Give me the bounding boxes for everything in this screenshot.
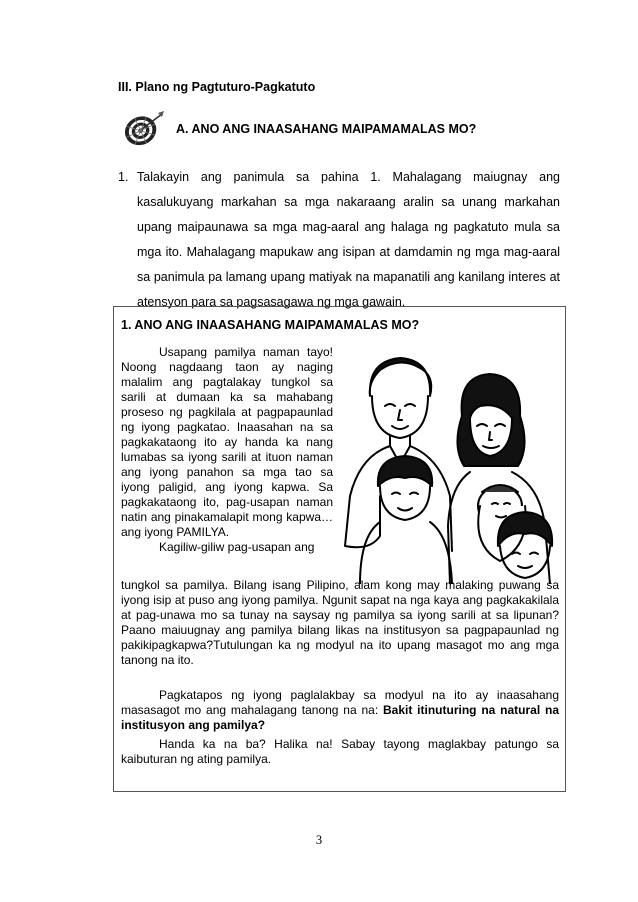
- paragraph-3: Handa ka na ba? Halika na! Sabay tayong maglakbay patungo sa kaibuturan ng ating pamilya.: [121, 737, 559, 766]
- paragraph-start: Kagiliw-giliw pag-usapan ang: [159, 540, 315, 554]
- subsection-title: A. ANO ANG INAASAHANG MAIPAMAMALAS MO?: [176, 122, 477, 136]
- box-title: 1. ANO ANG INAASAHANG MAIPAMAMALAS MO?: [121, 318, 420, 332]
- page-number: 3: [315, 833, 323, 847]
- intro-text: Usapang pamilya naman tayo! Noong nagdaang taon ay naging malalim ang pagtalakay tungkol sa sarili at dumaan ka sa mahabang proseso ng pagkilala at pagpapaunlad ng iyong pagkatao. Inaasahan na sa pagkakataong ito ay handa ka nang lumabas sa iyong sarili at ituon naman ang iyong panahon sa mga tao sa iyong paligid, ang iyong kapwa. Sa pagkakataong ito, pag-usapan naman natin ang pinakamalapit mong kapwa… ang iyong PAMILYA.: [121, 345, 333, 539]
- paragraph-1: tungkol sa pamilya. Bilang isang Pilipino, alam kong may malaking puwang sa iyong isip at puso ang iyong pamilya. Ngunit sapat na nga kaya ang pagkakakilala at pag-unawa mo sa tunay na saysay ng pamilya sa iyong sarili at sa lipunan? Paano maiuugnay ang pamilya bilang likas na institusyon sa pagpapaunlad ng pakikipagkapwa?Tutulungan ka ng modyul na ito upang masagot mo ang mga tanong na ito.: [121, 578, 559, 667]
- list-number: 1.: [118, 170, 129, 184]
- intro-paragraph: [121, 345, 333, 555]
- key-question: Bakit itinuturing na natural na institusyon ang pamilya?: [121, 703, 559, 732]
- list-item-text: Talakayin ang panimula sa pahina 1. Mahalagang maiugnay ang kasalukuyang markahan sa mga nakaraang aralin sa unang markahan upang maipaunawa sa mga mag-aaral ang halaga ng pagkatuto mula sa mga ito. Mahalagang mapukaw ang isipan at damdamin ng mga mag-aaral sa panimula pa lamang upang matiyak na mapanatili ang kanilang interes at atensyon para sa pagsasagawa ng mga gawain.: [137, 170, 560, 309]
- paragraph-2-text: Pagkatapos ng iyong paglalakbay sa modyul na ito ay inaasahang masasagot mo ang mahalagang tanong na na:: [121, 688, 559, 717]
- paragraph-2: [121, 688, 559, 733]
- dartboard-icon: [120, 110, 164, 148]
- section-title: III. Plano ng Pagtuturo-Pagkatuto: [118, 80, 316, 94]
- family-illustration: [340, 346, 562, 584]
